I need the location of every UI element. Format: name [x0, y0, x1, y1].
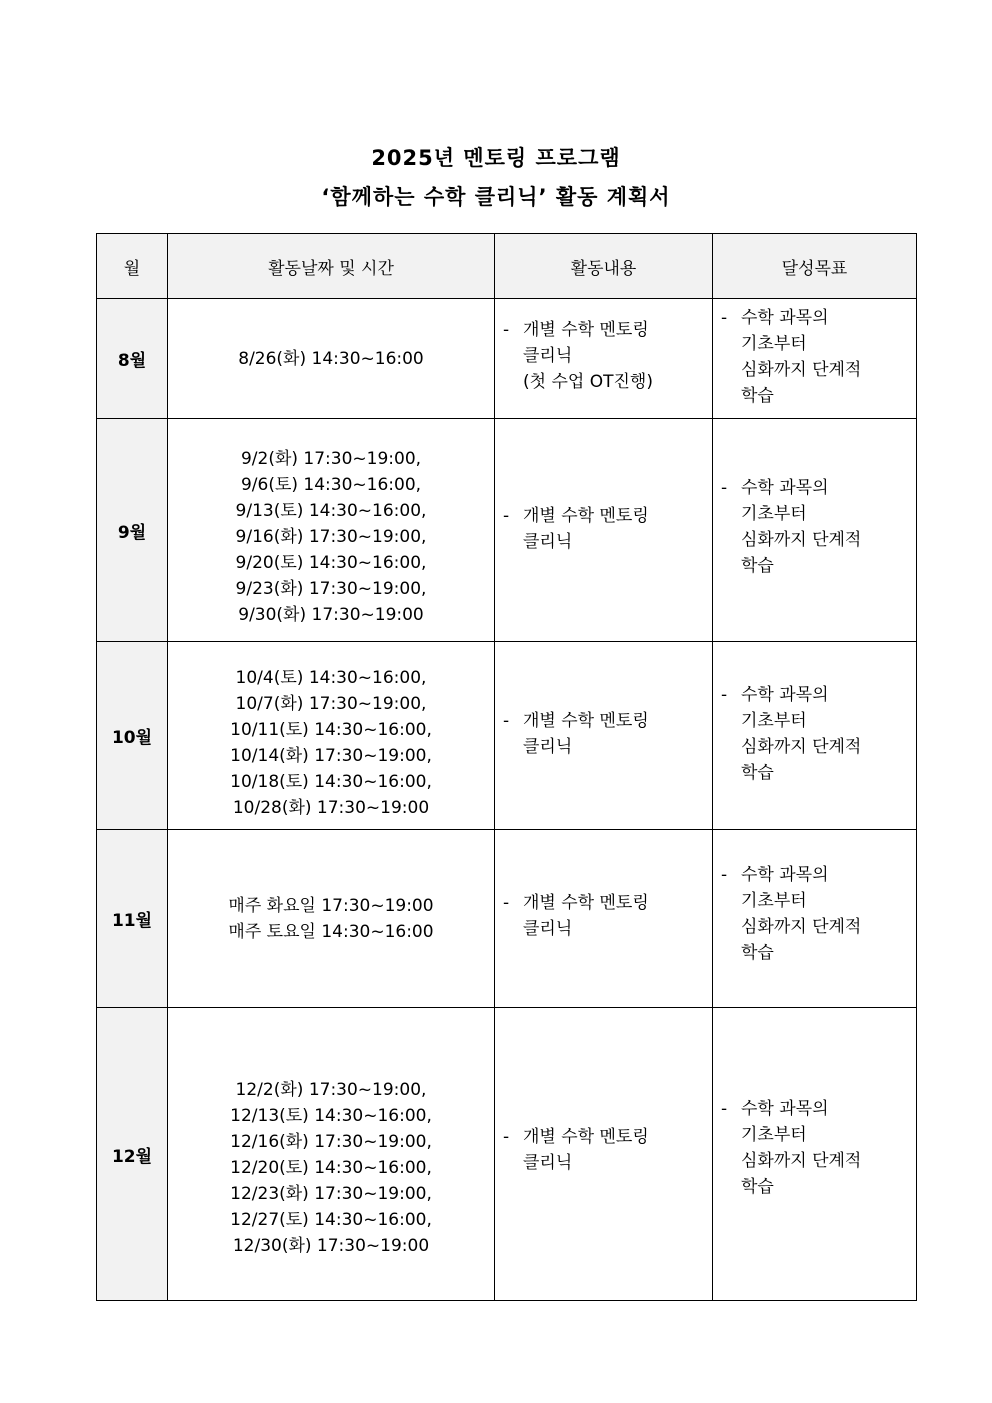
goal-bullet-item — [713, 1096, 916, 1122]
bullet-dash: - — [503, 893, 510, 913]
bullet-dash: - — [503, 506, 510, 526]
month-cell: 10월 — [97, 642, 168, 830]
content-cell — [495, 419, 713, 642]
bullet-dash: - — [721, 1099, 728, 1119]
goal-text: 수학 과목의 — [741, 1099, 829, 1119]
table-row — [97, 1008, 917, 1301]
content-text-continued: 클리닉 — [523, 737, 573, 757]
month-cell: 8월 — [97, 299, 168, 419]
header-content: 활동내용 — [495, 234, 713, 299]
goal-text-continued: 심화까지 단계적 — [741, 530, 862, 550]
content-text-continued: 클리닉 — [523, 532, 573, 552]
date-line: 12/16(화) 17:30~19:00, — [230, 1132, 432, 1152]
date-line: 9/30(화) 17:30~19:00 — [238, 605, 424, 625]
goal-text: 수학 과목의 — [741, 685, 829, 705]
date-line: 10/14(화) 17:30~19:00, — [230, 745, 432, 766]
dates-cell — [168, 299, 495, 419]
month-cell: 12월 — [97, 1008, 168, 1301]
header-month: 월 — [97, 234, 168, 299]
date-line: 10/7(화) 17:30~19:00, — [235, 693, 427, 714]
table-row — [97, 642, 917, 830]
month-cell: 9월 — [97, 419, 168, 642]
content-cell — [495, 642, 713, 830]
header-row — [97, 234, 917, 299]
content-bullet-item — [495, 317, 712, 343]
dates-cell — [168, 642, 495, 830]
goal-cell — [713, 299, 917, 419]
goal-text: 수학 과목의 — [741, 478, 829, 498]
goal-text-continued: 심화까지 단계적 — [741, 360, 862, 380]
goal-bullet-item — [713, 862, 916, 888]
bullet-dash: - — [503, 1127, 510, 1147]
date-line: 12/23(화) 17:30~19:00, — [230, 1184, 432, 1204]
date-line: 12/30(화) 17:30~19:00 — [232, 1236, 430, 1256]
content-text: 개별 수학 멘토링 — [523, 711, 649, 731]
content-text: 개별 수학 멘토링 — [523, 320, 649, 340]
date-line: 매주 토요일 14:30~16:00 — [228, 921, 434, 942]
content-text-continued: 클리닉 — [523, 919, 573, 939]
table-row — [97, 299, 917, 419]
date-line: 10/28(화) 17:30~19:00 — [232, 797, 430, 818]
bullet-dash: - — [721, 865, 728, 885]
goal-cell — [713, 642, 917, 830]
bullet-dash: - — [503, 320, 510, 340]
date-line: 9/23(화) 17:30~19:00, — [235, 579, 427, 599]
goal-text-continued: 기초부터 — [741, 1125, 807, 1145]
goal-text-continued: 기초부터 — [741, 504, 807, 524]
goal-cell — [713, 419, 917, 642]
goal-text-continued: 학습 — [741, 556, 774, 576]
date-line: 10/4(토) 14:30~16:00, — [235, 667, 427, 688]
goal-text: 수학 과목의 — [741, 865, 829, 885]
bullet-dash: - — [721, 685, 728, 705]
goal-text-continued: 심화까지 단계적 — [741, 1151, 862, 1171]
goal-cell — [713, 830, 917, 1008]
bullet-dash: - — [721, 478, 728, 498]
table-row — [97, 419, 917, 642]
content-text: 개별 수학 멘토링 — [523, 893, 649, 913]
header-goal: 달성목표 — [713, 234, 917, 299]
goal-text-continued: 학습 — [741, 943, 774, 963]
content-text-continued: 클리닉 — [523, 346, 573, 366]
goal-bullet-item — [713, 682, 916, 708]
date-line: 12/2(화) 17:30~19:00, — [235, 1080, 427, 1100]
content-text-continued: 클리닉 — [523, 1153, 573, 1173]
bullet-dash: - — [503, 711, 510, 731]
date-line: 10/11(토) 14:30~16:00, — [230, 719, 432, 740]
date-line: 12/20(토) 14:30~16:00, — [230, 1158, 432, 1178]
goal-text-continued: 심화까지 단계적 — [741, 737, 862, 757]
dates-cell — [168, 1008, 495, 1301]
document-title: 2025년 멘토링 프로그램 — [371, 146, 621, 170]
goal-text-continued: 기초부터 — [741, 711, 807, 731]
date-line: 9/2(화) 17:30~19:00, — [240, 449, 422, 469]
date-line: 매주 화요일 17:30~19:00 — [228, 895, 434, 916]
goal-bullet-item — [713, 475, 916, 501]
table-row — [97, 830, 917, 1008]
content-bullet-item — [495, 503, 712, 529]
date-line: 8/26(화) 14:30~16:00 — [238, 348, 424, 369]
date-line: 12/13(토) 14:30~16:00, — [230, 1106, 432, 1126]
goal-cell — [713, 1008, 917, 1301]
bullet-dash: - — [721, 308, 728, 328]
content-text: 개별 수학 멘토링 — [523, 1127, 649, 1147]
goal-text-continued: 심화까지 단계적 — [741, 917, 862, 937]
content-text-continued: (첫 수업 OT진행) — [523, 372, 653, 392]
date-line: 9/13(토) 14:30~16:00, — [235, 501, 427, 521]
date-line: 9/6(토) 14:30~16:00, — [240, 475, 422, 495]
content-bullet-item — [495, 890, 712, 916]
content-bullet-item — [495, 1124, 712, 1150]
goal-text-continued: 학습 — [741, 1177, 774, 1197]
header-dates: 활동날짜 및 시간 — [168, 234, 495, 299]
content-cell — [495, 1008, 713, 1301]
goal-text-continued: 기초부터 — [741, 334, 807, 354]
dates-cell — [168, 419, 495, 642]
content-text: 개별 수학 멘토링 — [523, 506, 649, 526]
activity-plan-table — [96, 233, 917, 1301]
month-cell: 11월 — [97, 830, 168, 1008]
content-cell — [495, 830, 713, 1008]
date-line: 9/16(화) 17:30~19:00, — [235, 527, 427, 547]
dates-cell — [168, 830, 495, 1008]
goal-text-continued: 기초부터 — [741, 891, 807, 911]
goal-bullet-item — [713, 305, 916, 331]
goal-text-continued: 학습 — [741, 763, 774, 783]
goal-text-continued: 학습 — [741, 386, 774, 406]
content-bullet-item — [495, 708, 712, 734]
goal-text: 수학 과목의 — [741, 308, 829, 328]
date-line: 12/27(토) 14:30~16:00, — [230, 1210, 432, 1230]
content-cell — [495, 299, 713, 419]
date-line: 9/20(토) 14:30~16:00, — [235, 553, 427, 573]
date-line: 10/18(토) 14:30~16:00, — [230, 771, 432, 792]
document-subtitle: ‘함께하는 수학 클리닉’ 활동 계획서 — [321, 185, 671, 209]
